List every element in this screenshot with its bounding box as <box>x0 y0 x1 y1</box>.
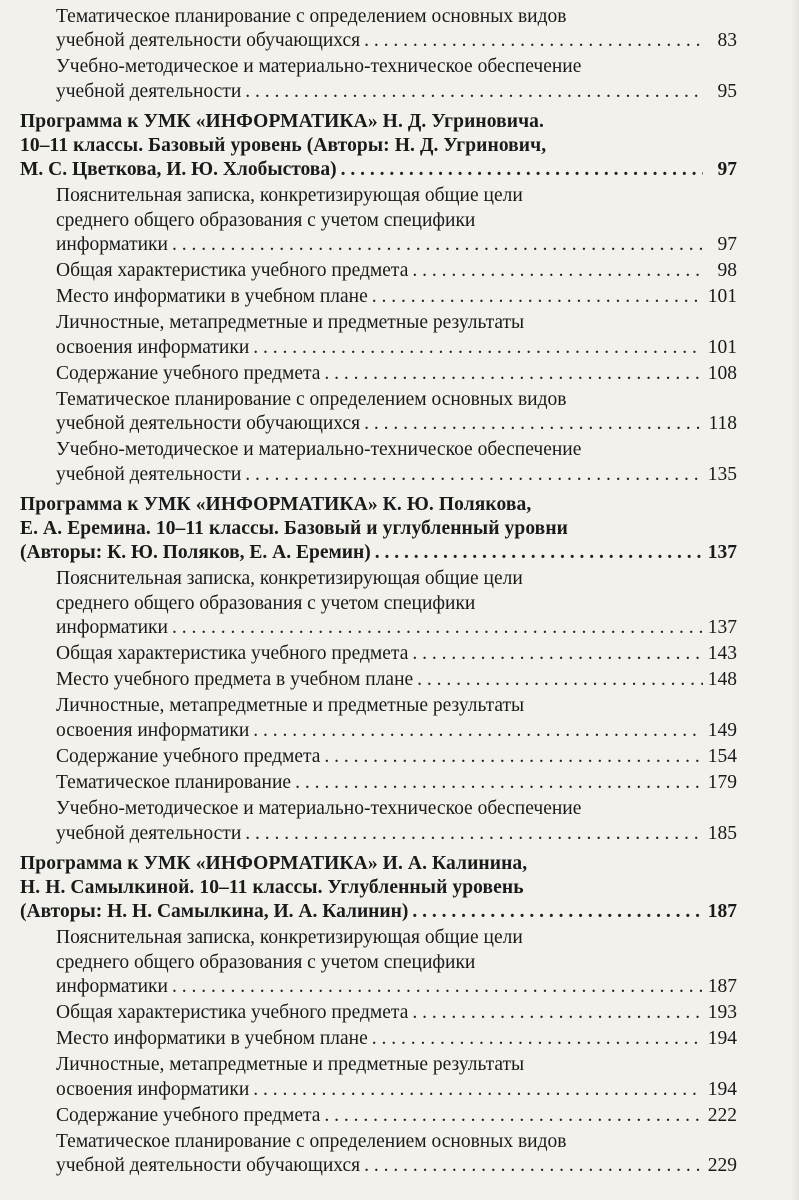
toc-entry-line: Тематическое планирование с определением основных видов <box>56 389 567 411</box>
toc-entry-last-line <box>56 1154 737 1178</box>
toc-entry-line: 10–11 классы. Базовый уровень (Авторы: Н. Д. Угринович, <box>20 135 547 157</box>
page-number: 143 <box>707 643 737 665</box>
dot-leader <box>364 29 703 53</box>
dot-leader <box>295 771 703 795</box>
dot-leader <box>253 1078 703 1102</box>
page-number: 97 <box>717 159 737 181</box>
toc-entry-line: Личностные, метапредметные и предметные результаты <box>56 695 525 717</box>
toc-entry-title: (Авторы: К. Ю. Поляков, Е. А. Еремин) <box>20 542 371 564</box>
toc-entry-line: среднего общего образования с учетом специфики <box>56 951 476 973</box>
toc-entry <box>20 388 737 436</box>
toc-entry-line: Личностные, метапредметные и предметные результаты <box>56 312 525 334</box>
toc-entry-title: освоения информатики <box>56 1078 250 1100</box>
dot-leader <box>412 1001 703 1025</box>
toc-entry-title: Общая характеристика учебного предмета <box>56 260 409 282</box>
toc-entry <box>20 259 737 283</box>
toc-entry <box>20 1053 737 1101</box>
toc-entry-title: Содержание учебного предмета <box>56 1104 321 1126</box>
toc-entry <box>20 1027 737 1051</box>
page-number: 95 <box>717 80 737 102</box>
page-number: 154 <box>707 745 737 767</box>
toc-entry-last-line <box>56 975 737 999</box>
toc-entry-last-line <box>56 1001 737 1025</box>
toc-entry <box>20 1104 737 1128</box>
toc-entry-line: Н. Н. Самылкиной. 10–11 классы. Углубленный уровень <box>20 876 524 898</box>
toc-entry-last-line <box>56 822 737 846</box>
toc-entry-last-line <box>56 616 737 640</box>
page-number: 137 <box>707 542 737 564</box>
toc-entry-title: информатики <box>56 233 168 255</box>
toc-entry-title: Место учебного предмета в учебном плане <box>56 669 414 691</box>
toc-entry-line: Учебно-методическое и материально-техническое обеспечение <box>56 439 582 461</box>
toc-entry-line: Программа к УМК «ИНФОРМАТИКА» И. А. Калинина, <box>20 852 528 874</box>
page-number: 194 <box>707 1028 737 1050</box>
toc-entry-title: освоения информатики <box>56 336 250 358</box>
toc-entry-last-line <box>56 719 737 743</box>
toc-entry-line: Тематическое планирование с определением основных видов <box>56 6 567 27</box>
toc-entry <box>20 567 737 640</box>
dot-leader <box>375 541 703 565</box>
toc-entry <box>20 5 737 53</box>
page-number: 148 <box>707 669 737 691</box>
page-number: 149 <box>707 719 737 741</box>
dot-leader <box>372 285 703 309</box>
page-number: 187 <box>707 975 737 997</box>
dot-leader <box>364 412 703 436</box>
toc-entry-line: Тематическое планирование с определением основных видов <box>56 1130 567 1152</box>
page-number: 101 <box>707 286 737 308</box>
toc-entry-title: информатики <box>56 975 168 997</box>
page-number: 101 <box>707 336 737 358</box>
dot-leader <box>412 642 703 666</box>
toc-entry-last-line <box>56 1078 737 1102</box>
toc-entry-line: Пояснительная записка, конкретизирующая общие цели <box>56 927 523 949</box>
page-number: 193 <box>707 1001 737 1023</box>
page-number: 83 <box>717 30 737 52</box>
toc-entry-last-line <box>56 1027 737 1051</box>
toc-entry-title: учебной деятельности <box>56 822 242 844</box>
toc-entry-line: Пояснительная записка, конкретизирующая общие цели <box>56 568 523 590</box>
toc-entry-last-line <box>56 259 737 283</box>
page-number: 97 <box>717 233 737 255</box>
page-edge-shadow <box>791 0 799 1200</box>
dot-leader <box>417 668 703 692</box>
page-number: 222 <box>707 1104 737 1126</box>
toc-entry-title: Место информатики в учебном плане <box>56 286 368 308</box>
toc-entry-last-line <box>56 771 737 795</box>
toc-entry <box>20 926 737 999</box>
toc-entry-line: Е. А. Еремина. 10–11 классы. Базовый и углубленный уровни <box>20 518 568 540</box>
toc-entry <box>20 285 737 309</box>
toc-entry-title: Содержание учебного предмета <box>56 745 321 767</box>
toc-entry <box>20 1001 737 1025</box>
toc-entry-last-line <box>56 463 737 487</box>
dot-leader <box>412 259 703 283</box>
page-number: 137 <box>707 616 737 638</box>
dot-leader <box>172 616 703 640</box>
dot-leader <box>172 233 703 257</box>
toc-entry-last-line <box>56 642 737 666</box>
toc-entry-last-line <box>56 80 737 104</box>
toc-entry-title: Содержание учебного предмета <box>56 362 321 384</box>
dot-leader <box>324 745 703 769</box>
toc-entry-last-line <box>56 668 737 692</box>
page-number: 229 <box>707 1155 737 1177</box>
page-number: 118 <box>708 413 737 435</box>
toc-entry <box>20 797 737 845</box>
dot-leader <box>253 336 703 360</box>
page-number: 194 <box>707 1078 737 1100</box>
toc-entry-title: Место информатики в учебном плане <box>56 1028 368 1050</box>
dot-leader <box>364 1154 703 1178</box>
toc-entry-line: среднего общего образования с учетом специфики <box>56 209 476 231</box>
toc-entry-last-line <box>20 158 737 182</box>
toc-entry <box>20 184 737 257</box>
toc-entry-title: учебной деятельности обучающихся <box>56 30 361 52</box>
dot-leader <box>341 158 703 182</box>
toc-entry-last-line <box>56 1104 737 1128</box>
page-number: 98 <box>717 260 737 282</box>
toc-entry-last-line <box>56 745 737 769</box>
toc-entry-title: Тематическое планирование <box>56 772 292 794</box>
toc-entry-title: учебной деятельности обучающихся <box>56 413 361 435</box>
toc-entry-title: (Авторы: Н. Н. Самылкина, И. А. Калинин) <box>20 901 409 923</box>
toc-entry <box>20 668 737 692</box>
dot-leader <box>253 719 703 743</box>
toc-entry <box>20 362 737 386</box>
toc-entry-title: Общая характеристика учебного предмета <box>56 1001 409 1023</box>
dot-leader <box>245 822 703 846</box>
toc-entry-last-line <box>56 336 737 360</box>
toc-entry-title: учебной деятельности <box>56 463 242 485</box>
toc-entry <box>20 311 737 359</box>
dot-leader <box>245 80 703 104</box>
dot-leader <box>172 975 703 999</box>
page-number: 179 <box>707 772 737 794</box>
toc-entry <box>20 55 737 103</box>
page-number: 185 <box>707 822 737 844</box>
toc-section-heading <box>20 110 737 183</box>
toc-entry <box>20 745 737 769</box>
page-number: 108 <box>707 362 737 384</box>
toc-section-heading <box>20 493 737 566</box>
toc-entry-last-line <box>56 285 737 309</box>
dot-leader <box>372 1027 703 1051</box>
toc-entry-last-line <box>56 29 737 53</box>
toc-entry-line: среднего общего образования с учетом специфики <box>56 592 476 614</box>
toc-entry <box>20 694 737 742</box>
page-number: 135 <box>707 463 737 485</box>
toc-entry-title: Общая характеристика учебного предмета <box>56 643 409 665</box>
dot-leader <box>324 1104 703 1128</box>
toc-entry-title: учебной деятельности обучающихся <box>56 1155 361 1177</box>
toc-entry <box>20 642 737 666</box>
dot-leader <box>324 362 703 386</box>
toc-entry-line: Учебно-методическое и материально-техническое обеспечение <box>56 798 582 820</box>
toc-entry-title: информатики <box>56 616 168 638</box>
toc-entry-last-line <box>20 900 737 924</box>
toc-entry-last-line <box>56 362 737 386</box>
dot-leader <box>245 463 703 487</box>
toc-entry <box>20 771 737 795</box>
toc-entry-last-line <box>56 233 737 257</box>
dot-leader <box>412 900 703 924</box>
page-number: 187 <box>707 901 737 923</box>
toc-entry <box>20 1130 737 1178</box>
toc-entry-line: Пояснительная записка, конкретизирующая общие цели <box>56 185 523 207</box>
toc-entry-title: учебной деятельности <box>56 80 242 102</box>
toc-entry-title: освоения информатики <box>56 719 250 741</box>
table-of-contents <box>20 5 737 1178</box>
toc-entry-last-line <box>20 541 737 565</box>
toc-entry-line: Личностные, метапредметные и предметные результаты <box>56 1054 525 1076</box>
toc-entry-line: Учебно-методическое и материально-техническое обеспечение <box>56 56 582 78</box>
toc-entry-title: М. С. Цветкова, И. Ю. Хлобыстова) <box>20 159 337 181</box>
toc-entry <box>20 438 737 486</box>
toc-entry-line: Программа к УМК «ИНФОРМАТИКА» К. Ю. Полякова, <box>20 493 532 515</box>
toc-entry-line: Программа к УМК «ИНФОРМАТИКА» Н. Д. Угриновича. <box>20 110 545 132</box>
toc-entry-last-line <box>56 412 737 436</box>
toc-section-heading <box>20 852 737 925</box>
